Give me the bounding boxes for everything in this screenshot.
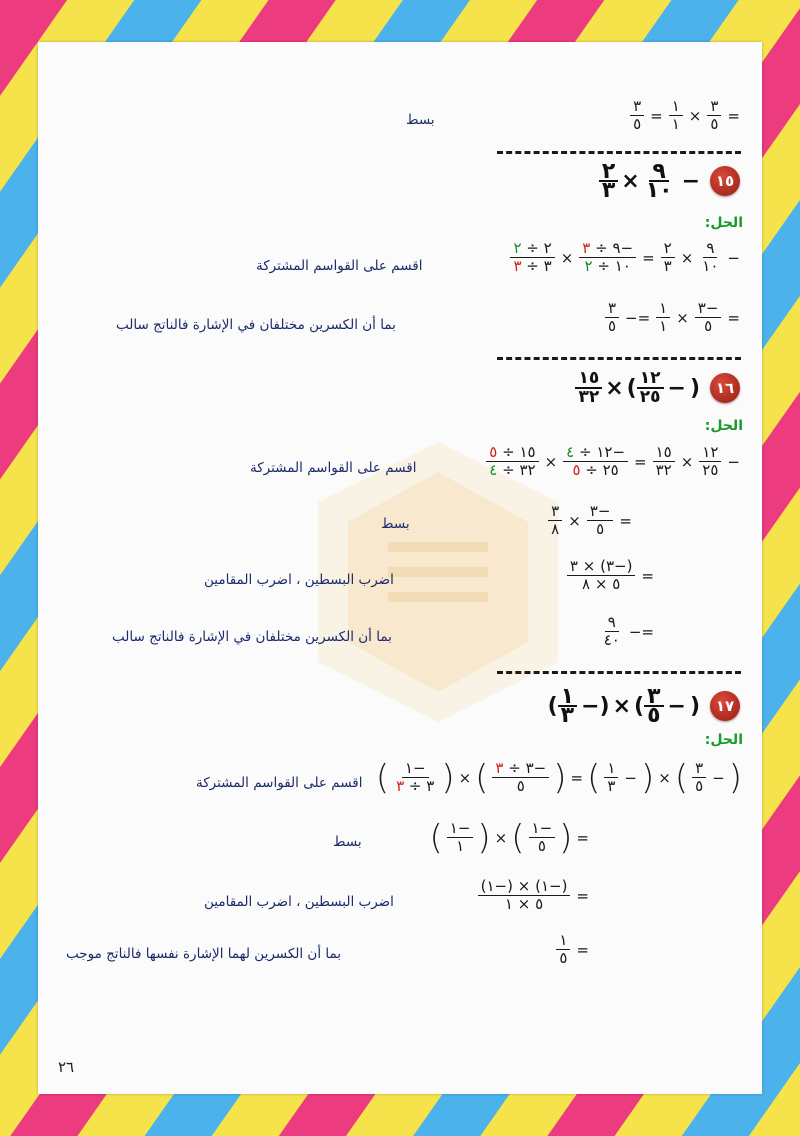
page-number: ٢٦ <box>58 1058 75 1076</box>
solution-label: الحل: <box>704 215 743 231</box>
step-note: بما أن الكسرين لهما الإشارة نفسها فالناتج موجب <box>66 946 342 962</box>
solution-label: الحل: <box>704 732 743 748</box>
equation-sign-result: = ١ ٥ <box>553 932 592 967</box>
equation-simplify: = ( −١ ٥ ) × ( −١ ١ ) <box>429 817 589 858</box>
step-note: بسط <box>381 516 410 532</box>
step-note: بسط <box>333 834 362 850</box>
equation-divide-common: ( − ٣ ٥ ) × ( − ١ ٣ ) = ( −٣ ÷ ٣ ٥ ) × ( −١ ٣ ÷ ٣ ) <box>375 757 742 798</box>
problem-number-badge: ١٦ <box>710 373 740 403</box>
equation-sign-result: = −٣ ٥ × ١ ١ =− ٣ ٥ <box>602 300 743 335</box>
problem-15-header: ١٥ − ٩ ١٠ × ٢ ٣ <box>599 163 740 199</box>
solution-label: الحل: <box>704 418 743 434</box>
step-note: بما أن الكسرين مختلفان في الإشارة فالناتج سالب <box>116 317 396 333</box>
step-note: بما أن الكسرين مختلفان في الإشارة فالناتج سالب <box>112 629 392 645</box>
problem-16-header: ١٦ ( − ١٢ ٢٥ ) × ١٥ ٣٢ <box>575 370 740 406</box>
equation-sign-result: =− ٩ ٤٠ <box>603 613 654 649</box>
equation-divide-common: − ١٢ ٢٥ × ١٥ ٣٢ = −١٢ ÷ ٤ ٢٥ ÷ ٥ × ١٥ ÷ ٥ ٣٢ ÷ ٤ <box>483 444 743 479</box>
section-divider <box>497 671 741 674</box>
step-note: اضرب البسطين ، اضرب المقامين <box>204 572 394 588</box>
step-note: اقسم على القواسم المشتركة <box>256 258 423 274</box>
equation-multiply: = (−٣) × ٣ ٥ × ٨ <box>564 558 657 593</box>
equation-divide-common: − ٩ ١٠ × ٢ ٣ = −٩ ÷ ٣ ١٠ ÷ ٢ × ٢ ÷ ٢ ٣ ÷ ٣ <box>507 240 743 275</box>
equation-simplify-result: = ٣ ٥ × ١ ١ = ٣ ٥ <box>627 98 743 133</box>
step-note: بسط <box>406 112 435 128</box>
equation-multiply: = (−١) × (−١) ٥ × ١ <box>475 878 592 913</box>
section-divider <box>497 151 741 154</box>
problem-number-badge: ١٧ <box>710 691 740 721</box>
step-note: اقسم على القواسم المشتركة <box>196 775 363 791</box>
step-note: اقسم على القواسم المشتركة <box>250 460 417 476</box>
step-note: اضرب البسطين ، اضرب المقامين <box>204 894 394 910</box>
equation-simplify: = −٣ ٥ × ٣ ٨ <box>545 503 635 538</box>
problem-17-header: ١٧ ( − ٣ ٥ ) × ( − ١ ٣ ) <box>548 688 740 724</box>
section-divider <box>497 357 741 360</box>
problem-number-badge: ١٥ <box>710 166 740 196</box>
